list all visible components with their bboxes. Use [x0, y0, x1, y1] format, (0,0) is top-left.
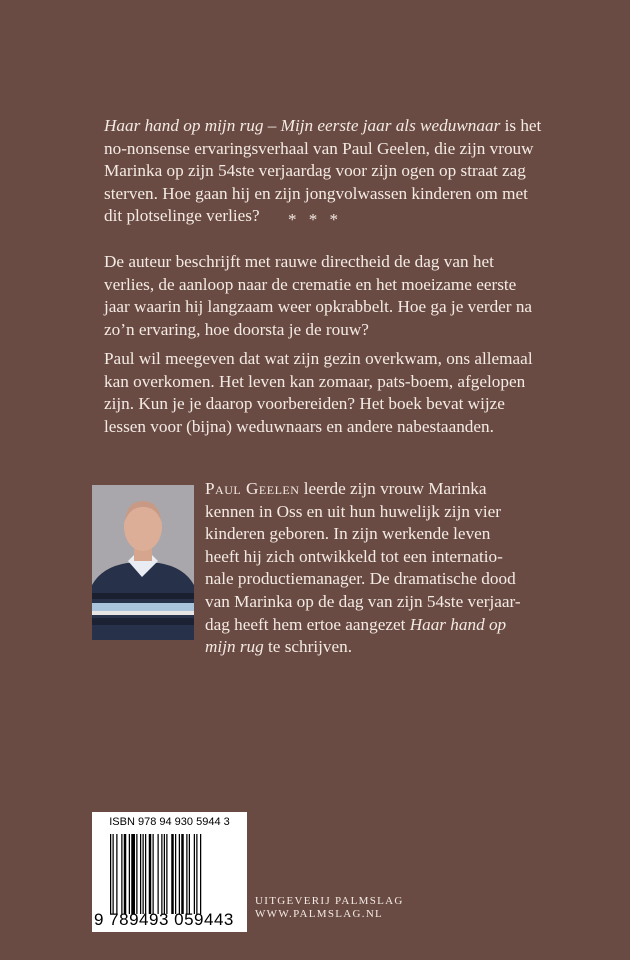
barcode-bar — [171, 834, 174, 914]
text-line: verlies, de aanloop naar de crematie en het moeizame eerste — [104, 274, 517, 294]
barcode-bar — [136, 834, 137, 914]
barcode-bar — [158, 834, 159, 914]
author-name: Paul Geelen — [205, 479, 300, 498]
intro-line: no-nonsense ervaringsverhaal van Paul Geelen, die zijn vrouw — [104, 138, 534, 158]
author-photo — [92, 485, 194, 640]
bio-line: van Marinka op de dag van zijn 54ste verjaar- — [205, 591, 521, 611]
barcode-bar — [166, 834, 167, 914]
barcode-bar — [200, 834, 201, 914]
text-line: zo’n ervaring, hoe doorsta je de rouw? — [104, 319, 369, 339]
separator: * * * — [288, 210, 342, 229]
text: dag heeft hem ertoe aangezet — [205, 614, 410, 634]
paragraph-3 — [104, 348, 533, 438]
text-line: zijn. Kun je je daarop voorbereiden? Het boek bevat wijze — [104, 394, 505, 414]
barcode-bar — [196, 834, 197, 914]
barcode-bar — [161, 834, 162, 914]
barcode-bar — [113, 834, 114, 914]
text-line: kan overkomen. Het leven kan zomaar, pats-boem, afgelopen — [104, 371, 526, 391]
barcode-bar — [140, 834, 141, 914]
text-line: Paul wil meegeven dat wat zijn gezin overkwam, ons allemaal — [104, 349, 533, 368]
intro-line: dit plotselinge verlies? — [104, 206, 260, 226]
bio-line — [205, 478, 521, 501]
barcode-bar — [164, 834, 165, 914]
intro-line: Marinka op zijn 54ste verjaardag voor zijn ogen op straat zag — [104, 161, 526, 181]
bio-line: kinderen geboren. In zijn werkende leven — [205, 524, 491, 544]
isbn-label: ISBN 978 94 930 5944 3 — [109, 816, 230, 828]
barcode-bars — [110, 834, 238, 914]
publisher-block — [255, 895, 404, 921]
text: is het — [500, 116, 542, 135]
barcode-bar — [110, 834, 111, 914]
barcode-bar — [145, 834, 146, 914]
barcode-bar — [149, 834, 152, 914]
barcode-bar — [131, 834, 135, 914]
text: te schrijven. — [263, 637, 353, 657]
barcode-bar — [143, 834, 144, 914]
publisher-name: UITGEVERIJ PALMSLAG — [255, 895, 404, 907]
author-bio — [205, 478, 521, 659]
barcode-bar — [186, 834, 187, 914]
barcode-bar — [181, 834, 184, 914]
text-line: jaar waarin hij langzaam weer opkrabbelt. Hoe ga je verder na — [104, 297, 533, 317]
text-line: lessen voor (bijna) weduwnaars en andere nabestaanden. — [104, 416, 494, 436]
bio-line: nale productiemanager. De dramatische dood — [205, 569, 516, 589]
barcode-bar — [129, 834, 130, 914]
bio-line: heeft hij zich ontwikkeld tot een internatio- — [205, 546, 503, 566]
barcode-bar — [179, 834, 180, 914]
barcode-bar — [194, 834, 195, 914]
text: leerde zijn vrouw Marinka — [299, 479, 487, 498]
barcode-bar — [175, 834, 176, 914]
book-title-ref: Haar hand op — [409, 614, 507, 634]
bio-line — [205, 636, 521, 659]
ean-digits: 9 789493 059443 — [94, 910, 234, 929]
barcode-bar — [124, 834, 127, 914]
paragraph-2 — [104, 251, 532, 341]
barcode-bar — [121, 834, 122, 914]
publisher-website: WWW.PALMSLAG.NL — [255, 908, 384, 920]
barcode-bar — [189, 834, 190, 914]
bio-line — [205, 614, 521, 637]
bio-line: kennen in Oss en uit hun huwelijk zijn vier — [205, 501, 501, 521]
isbn-barcode — [92, 812, 247, 932]
book-title-ref: mijn rug — [205, 637, 264, 657]
barcode-bar — [116, 834, 117, 914]
book-title: Haar hand op mijn rug – Mijn eerste jaar als weduwnaar — [104, 116, 501, 135]
text-line: De auteur beschrijft met rauwe directheid de dag van het — [104, 252, 494, 271]
intro-line — [104, 115, 541, 138]
intro-line: sterven. Hoe gaan hij en zijn jongvolwassen kinderen om met — [104, 183, 528, 203]
barcode-bar — [153, 834, 154, 914]
